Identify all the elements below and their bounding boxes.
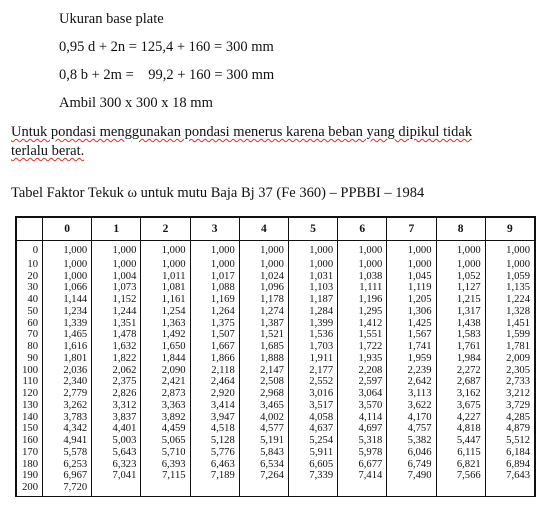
table-cell [436, 484, 485, 496]
table-cell: 6,046 [387, 449, 436, 461]
table-cell: 1,017 [190, 273, 239, 285]
table-cell: 1,306 [387, 308, 436, 320]
table-cell: 1,000 [485, 241, 534, 262]
table-cell: 1,196 [338, 296, 387, 308]
row-label: 20 [17, 273, 43, 285]
table-cell: 1,339 [43, 320, 92, 332]
table-cell: 1,722 [338, 343, 387, 355]
table-cell: 2,642 [387, 378, 436, 390]
table-cell: 2,177 [288, 367, 337, 379]
table-cell: 1,295 [338, 308, 387, 320]
table-cell: 1,822 [92, 355, 141, 367]
row-label: 70 [17, 331, 43, 343]
table-cell: 1,073 [92, 284, 141, 296]
table-cell: 1,103 [288, 284, 337, 296]
table-cell: 1,000 [43, 241, 92, 262]
table-cell: 3,064 [338, 390, 387, 402]
table-cell: 1,536 [288, 331, 337, 343]
table-cell: 6,894 [485, 461, 534, 473]
table-cell: 3,262 [43, 402, 92, 414]
table-cell: 1,081 [141, 284, 190, 296]
table-cell: 2,208 [338, 367, 387, 379]
table-cell: 1,169 [190, 296, 239, 308]
paragraph-line-2: terlalu berat. [11, 143, 85, 159]
equation-line-3: Ambil 300 x 300 x 18 mm [59, 95, 213, 111]
table-cell: 4,818 [436, 425, 485, 437]
table-cell: 3,016 [288, 390, 337, 402]
table-cell: 1,096 [239, 284, 288, 296]
table-cell: 4,342 [43, 425, 92, 437]
table-cell: 1,059 [485, 273, 534, 285]
table-cell: 1,451 [485, 320, 534, 332]
table-cell: 1,000 [288, 261, 337, 273]
table-cell: 1,650 [141, 343, 190, 355]
table-cell: 1,031 [288, 273, 337, 285]
table-cell: 1,161 [141, 296, 190, 308]
table-cell: 2,340 [43, 378, 92, 390]
row-label: 190 [17, 472, 43, 484]
row-label: 0 [17, 241, 43, 262]
table-cell: 1,328 [485, 308, 534, 320]
table-cell: 2,036 [43, 367, 92, 379]
row-label: 50 [17, 308, 43, 320]
table-cell: 7,490 [387, 472, 436, 484]
table-cell: 2,239 [387, 367, 436, 379]
table-cell: 1,685 [239, 343, 288, 355]
table-cell: 1,465 [43, 331, 92, 343]
table-cell: 2,272 [436, 367, 485, 379]
table-cell: 1,000 [43, 273, 92, 285]
table-cell [141, 484, 190, 496]
table-cell: 1,024 [239, 273, 288, 285]
table-cell: 7,041 [92, 472, 141, 484]
table-cell: 3,729 [485, 402, 534, 414]
table-cell: 1,178 [239, 296, 288, 308]
table-cell: 1,119 [387, 284, 436, 296]
table-cell: 4,879 [485, 425, 534, 437]
row-label: 170 [17, 449, 43, 461]
table-cell: 1,045 [387, 273, 436, 285]
table-cell: 1,375 [190, 320, 239, 332]
column-header: 2 [141, 218, 190, 241]
table-cell: 5,710 [141, 449, 190, 461]
table-cell: 1,492 [141, 331, 190, 343]
table-cell: 5,978 [338, 449, 387, 461]
table-cell: 1,000 [338, 261, 387, 273]
equation-line-2: 0,8 b + 2m = 99,2 + 160 = 300 mm [59, 67, 275, 83]
row-label: 40 [17, 296, 43, 308]
table-corner-cell [17, 218, 43, 241]
table-cell: 1,004 [92, 273, 141, 285]
table-cell: 1,038 [338, 273, 387, 285]
table-cell: 1,215 [436, 296, 485, 308]
table-cell: 3,113 [387, 390, 436, 402]
table-cell: 4,518 [190, 425, 239, 437]
table-cell: 7,189 [190, 472, 239, 484]
table-cell: 1,984 [436, 355, 485, 367]
table-cell: 2,733 [485, 378, 534, 390]
table-row [17, 484, 535, 496]
table-cell: 4,227 [436, 414, 485, 426]
buckling-factor-table [16, 217, 535, 496]
table-cell: 1,254 [141, 308, 190, 320]
table-cell: 4,637 [288, 425, 337, 437]
table-cell: 3,783 [43, 414, 92, 426]
table-cell: 1,667 [190, 343, 239, 355]
table-cell: 1,224 [485, 296, 534, 308]
table-cell: 1,399 [288, 320, 337, 332]
column-header: 4 [239, 218, 288, 241]
table-cell: 3,465 [239, 402, 288, 414]
table-cell: 1,066 [43, 284, 92, 296]
table-cell: 2,508 [239, 378, 288, 390]
table-cell: 1,000 [239, 261, 288, 273]
table-cell: 1,844 [141, 355, 190, 367]
row-label: 30 [17, 284, 43, 296]
table-cell: 5,003 [92, 437, 141, 449]
table-cell: 4,285 [485, 414, 534, 426]
table-cell: 3,947 [190, 414, 239, 426]
table-cell: 6,463 [190, 461, 239, 473]
table-cell [288, 484, 337, 496]
table-cell: 1,111 [338, 284, 387, 296]
row-label: 180 [17, 461, 43, 473]
table-cell [387, 484, 436, 496]
table-cell: 4,697 [338, 425, 387, 437]
table-cell: 2,779 [43, 390, 92, 402]
table-cell: 1,274 [239, 308, 288, 320]
table-cell: 1,000 [92, 261, 141, 273]
column-header: 1 [92, 218, 141, 241]
table-cell: 1,959 [387, 355, 436, 367]
table-cell: 1,632 [92, 343, 141, 355]
table-cell: 4,577 [239, 425, 288, 437]
table-cell: 1,000 [43, 261, 92, 273]
table-cell: 1,000 [190, 261, 239, 273]
table-cell: 1,412 [338, 320, 387, 332]
table-cell: 2,968 [239, 390, 288, 402]
table-cell: 7,720 [43, 484, 92, 496]
table-cell: 2,920 [190, 390, 239, 402]
table-cell: 3,162 [436, 390, 485, 402]
row-label: 120 [17, 390, 43, 402]
column-header: 9 [485, 218, 534, 241]
table-cell: 6,253 [43, 461, 92, 473]
table-cell: 6,967 [43, 472, 92, 484]
table-cell: 4,941 [43, 437, 92, 449]
table-cell: 1,888 [239, 355, 288, 367]
table-cell: 1,351 [92, 320, 141, 332]
column-header: 3 [190, 218, 239, 241]
table-cell: 1,011 [141, 273, 190, 285]
table-cell: 1,152 [92, 296, 141, 308]
table-cell: 1,052 [436, 273, 485, 285]
row-label: 150 [17, 425, 43, 437]
table-cell: 1,866 [190, 355, 239, 367]
table-cell: 6,115 [436, 449, 485, 461]
table-cell: 7,115 [141, 472, 190, 484]
table-cell: 2,147 [239, 367, 288, 379]
table-cell: 1,000 [436, 261, 485, 273]
table-cell: 7,339 [288, 472, 337, 484]
table-cell: 1,000 [141, 241, 190, 262]
table-cell: 3,312 [92, 402, 141, 414]
table-cell: 6,821 [436, 461, 485, 473]
table-cell [92, 484, 141, 496]
table-cell: 4,757 [387, 425, 436, 437]
row-label: 140 [17, 414, 43, 426]
table-cell: 1,127 [436, 284, 485, 296]
row-label: 130 [17, 402, 43, 414]
row-label: 90 [17, 355, 43, 367]
table-cell: 3,212 [485, 390, 534, 402]
table-cell: 1,363 [141, 320, 190, 332]
table-cell: 2,552 [288, 378, 337, 390]
table-cell [338, 484, 387, 496]
table-cell: 6,323 [92, 461, 141, 473]
table-cell: 2,421 [141, 378, 190, 390]
table-cell [239, 484, 288, 496]
table-cell: 3,622 [387, 402, 436, 414]
table-cell: 4,058 [288, 414, 337, 426]
table-cell: 1,317 [436, 308, 485, 320]
table-cell: 5,447 [436, 437, 485, 449]
table-cell: 1,244 [92, 308, 141, 320]
table-cell: 1,703 [288, 343, 337, 355]
table-cell: 2,090 [141, 367, 190, 379]
column-header: 8 [436, 218, 485, 241]
table-cell: 1,000 [387, 261, 436, 273]
table-caption: Tabel Faktor Tekuk ω untuk mutu Baja Bj 37 (Fe 360) – PPBBI – 1984 [11, 185, 425, 201]
column-header: 6 [338, 218, 387, 241]
table-cell: 4,002 [239, 414, 288, 426]
row-label: 160 [17, 437, 43, 449]
table-cell: 1,000 [190, 241, 239, 262]
table-cell: 3,517 [288, 402, 337, 414]
table-cell: 1,000 [141, 261, 190, 273]
paragraph-line-1: Untuk pondasi menggunakan pondasi menerus karena beban yang dipikul tidak [11, 124, 473, 140]
table-cell: 1,911 [288, 355, 337, 367]
table-cell: 3,892 [141, 414, 190, 426]
row-label: 80 [17, 343, 43, 355]
table-cell: 6,605 [288, 461, 337, 473]
table-cell: 1,781 [485, 343, 534, 355]
table-cell: 1,205 [387, 296, 436, 308]
table-cell: 4,170 [387, 414, 436, 426]
table-row [17, 241, 535, 262]
table-cell: 2,597 [338, 378, 387, 390]
table-cell: 1,144 [43, 296, 92, 308]
table-header-row [17, 218, 535, 241]
row-label: 10 [17, 261, 43, 273]
table-cell: 6,677 [338, 461, 387, 473]
table-cell: 4,114 [338, 414, 387, 426]
table-cell: 2,826 [92, 390, 141, 402]
table-cell: 1,761 [436, 343, 485, 355]
table-cell: 1,135 [485, 284, 534, 296]
column-header: 0 [43, 218, 92, 241]
table-cell: 2,305 [485, 367, 534, 379]
table-cell: 3,414 [190, 402, 239, 414]
table-cell: 1,088 [190, 284, 239, 296]
row-label: 110 [17, 378, 43, 390]
table-cell: 2,873 [141, 390, 190, 402]
table-cell: 1,521 [239, 331, 288, 343]
table-cell: 1,000 [92, 241, 141, 262]
table-cell: 5,911 [288, 449, 337, 461]
row-label: 100 [17, 367, 43, 379]
table-cell: 1,567 [387, 331, 436, 343]
table-cell: 1,599 [485, 331, 534, 343]
table-cell: 5,643 [92, 449, 141, 461]
table-cell: 1,551 [338, 331, 387, 343]
table-cell: 5,382 [387, 437, 436, 449]
table-cell: 4,459 [141, 425, 190, 437]
table-cell: 2,375 [92, 378, 141, 390]
table-cell: 5,578 [43, 449, 92, 461]
table-cell: 1,234 [43, 308, 92, 320]
table-cell: 1,000 [387, 241, 436, 262]
table-cell: 1,935 [338, 355, 387, 367]
table-cell: 1,478 [92, 331, 141, 343]
table-row [17, 472, 535, 484]
table-cell [485, 484, 534, 496]
table-cell: 1,187 [288, 296, 337, 308]
column-header: 7 [387, 218, 436, 241]
table-cell: 3,837 [92, 414, 141, 426]
table-cell: 3,363 [141, 402, 190, 414]
table-cell: 1,000 [288, 241, 337, 262]
table-cell: 1,438 [436, 320, 485, 332]
table-cell: 1,583 [436, 331, 485, 343]
table-cell: 2,464 [190, 378, 239, 390]
table-cell: 1,741 [387, 343, 436, 355]
table-cell: 1,000 [338, 241, 387, 262]
column-header: 5 [288, 218, 337, 241]
table-cell: 1,264 [190, 308, 239, 320]
table-cell: 1,284 [288, 308, 337, 320]
table-cell: 7,414 [338, 472, 387, 484]
table-cell: 7,264 [239, 472, 288, 484]
table-cell: 2,009 [485, 355, 534, 367]
row-label: 60 [17, 320, 43, 332]
base-plate-heading: Ukuran base plate [59, 11, 164, 27]
buckling-factor-table-frame [15, 216, 536, 497]
table-header [17, 218, 535, 241]
table-cell: 5,128 [190, 437, 239, 449]
table-cell: 5,512 [485, 437, 534, 449]
table-cell: 1,000 [436, 241, 485, 262]
table-cell: 1,000 [485, 261, 534, 273]
table-cell: 2,687 [436, 378, 485, 390]
table-cell: 1,000 [239, 241, 288, 262]
table-cell: 5,843 [239, 449, 288, 461]
table-cell: 3,570 [338, 402, 387, 414]
table-cell: 1,801 [43, 355, 92, 367]
table-cell: 6,393 [141, 461, 190, 473]
table-cell: 1,507 [190, 331, 239, 343]
table-cell: 6,184 [485, 449, 534, 461]
table-cell: 1,616 [43, 343, 92, 355]
table-cell: 7,643 [485, 472, 534, 484]
table-cell: 5,065 [141, 437, 190, 449]
table-cell: 2,062 [92, 367, 141, 379]
table-cell: 5,776 [190, 449, 239, 461]
table-cell: 4,401 [92, 425, 141, 437]
table-cell: 7,566 [436, 472, 485, 484]
table-cell: 1,387 [239, 320, 288, 332]
table-cell [190, 484, 239, 496]
table-cell: 5,318 [338, 437, 387, 449]
table-cell: 3,675 [436, 402, 485, 414]
table-cell: 5,191 [239, 437, 288, 449]
row-label: 200 [17, 484, 43, 496]
table-cell: 5,254 [288, 437, 337, 449]
table-body [17, 241, 535, 497]
equation-line-1: 0,95 d + 2n = 125,4 + 160 = 300 mm [59, 39, 274, 55]
table-cell: 2,118 [190, 367, 239, 379]
table-cell: 6,749 [387, 461, 436, 473]
table-cell: 6,534 [239, 461, 288, 473]
table-cell: 1,425 [387, 320, 436, 332]
